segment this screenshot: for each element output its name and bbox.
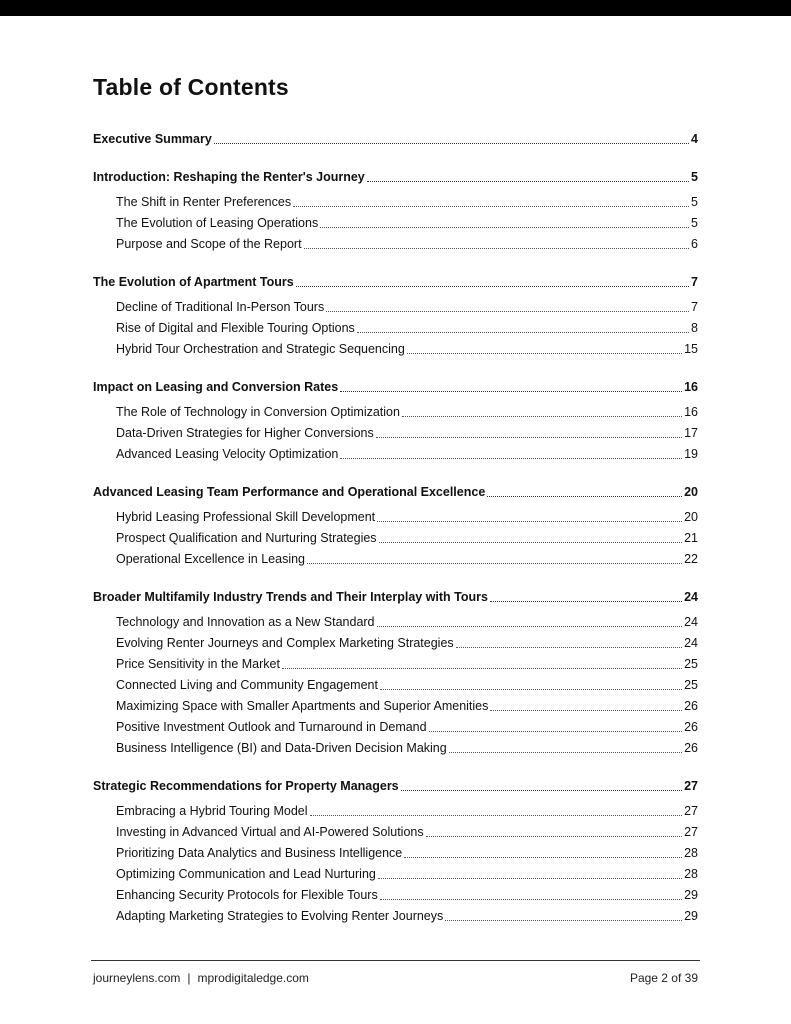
toc-entry-title: Business Intelligence (BI) and Data-Driven Decision Making xyxy=(116,741,447,755)
toc-entry[interactable] xyxy=(93,297,698,318)
toc-leader-dots xyxy=(310,814,683,816)
toc-page-number: 22 xyxy=(684,552,698,566)
toc-section-title: Broader Multifamily Industry Trends and Their Interplay with Tours xyxy=(93,590,488,604)
toc-leader-dots xyxy=(376,436,682,438)
toc-entry-title: Rise of Digital and Flexible Touring Options xyxy=(116,321,355,335)
toc-leader-dots xyxy=(404,856,682,858)
page-title: Table of Contents xyxy=(93,74,289,100)
toc-entry-title: Investing in Advanced Virtual and AI-Powered Solutions xyxy=(116,825,424,839)
toc-entry-title: Optimizing Communication and Lead Nurturing xyxy=(116,867,376,881)
toc-section xyxy=(93,166,698,255)
toc-page-number: 20 xyxy=(684,510,698,524)
toc-entry-title: Hybrid Leasing Professional Skill Development xyxy=(116,510,376,524)
toc-page-number: 27 xyxy=(684,804,698,818)
toc-page-number: 26 xyxy=(684,741,698,755)
toc-entry[interactable] xyxy=(93,549,698,570)
toc-entry-title: Evolving Renter Journeys and Complex Marketing Strategies xyxy=(116,636,454,650)
toc-section xyxy=(93,128,698,150)
toc-entry[interactable] xyxy=(93,528,698,549)
footer-divider xyxy=(91,960,700,961)
toc-section-title: Strategic Recommendations for Property Managers xyxy=(93,779,399,793)
toc-section-heading[interactable] xyxy=(93,481,698,503)
toc-section-heading[interactable] xyxy=(93,271,698,293)
toc-page-number: 5 xyxy=(691,195,698,209)
toc-entry-title: The Role of Technology in Conversion Optimization xyxy=(116,405,400,419)
toc-entry[interactable] xyxy=(93,822,698,843)
toc-leader-dots xyxy=(445,919,682,921)
toc-entry[interactable] xyxy=(93,738,698,759)
toc-page-number: 7 xyxy=(691,275,698,289)
toc-entry[interactable] xyxy=(93,843,698,864)
toc-leader-dots xyxy=(490,600,682,602)
toc-leader-dots xyxy=(426,835,682,837)
toc-section xyxy=(93,481,698,570)
toc-entry[interactable] xyxy=(93,864,698,885)
toc-leader-dots xyxy=(340,390,682,392)
toc-page-number: 29 xyxy=(684,909,698,923)
toc-page-number: 6 xyxy=(691,237,698,251)
toc-entry[interactable] xyxy=(93,885,698,906)
toc-leader-dots xyxy=(429,730,683,732)
toc-entry[interactable] xyxy=(93,906,698,927)
toc-entry-title: Positive Investment Outlook and Turnaround in Demand xyxy=(116,720,427,734)
toc-entry[interactable] xyxy=(93,192,698,213)
footer-separator: | xyxy=(187,971,191,985)
toc-leader-dots xyxy=(378,877,682,879)
toc-entry[interactable] xyxy=(93,633,698,654)
toc-entry[interactable] xyxy=(93,696,698,717)
toc-entry[interactable] xyxy=(93,423,698,444)
footer-site-link-mprodigitaledge[interactable]: mprodigitaledge.com xyxy=(197,971,309,985)
toc-leader-dots xyxy=(401,789,682,791)
toc-page-number: 20 xyxy=(684,485,698,499)
toc-section xyxy=(93,775,698,927)
toc-section-title: The Evolution of Apartment Tours xyxy=(93,275,294,289)
toc-entry-title: The Evolution of Leasing Operations xyxy=(116,216,319,230)
toc-leader-dots xyxy=(377,625,683,627)
toc-section xyxy=(93,271,698,360)
toc-entry-title: Enhancing Security Protocols for Flexible Tours xyxy=(116,888,378,902)
toc-section-title: Impact on Leasing and Conversion Rates xyxy=(93,380,339,394)
toc-entry-title: Prospect Qualification and Nurturing Strategies xyxy=(116,531,377,545)
toc-leader-dots xyxy=(282,667,682,669)
toc-leader-dots xyxy=(340,457,682,459)
toc-page-number: 28 xyxy=(684,867,698,881)
toc-leader-dots xyxy=(357,331,689,333)
toc-page-number: 27 xyxy=(684,825,698,839)
toc-page-number: 7 xyxy=(691,300,698,314)
toc-leader-dots xyxy=(377,520,682,522)
page-number-label: Page 2 of 39 xyxy=(629,971,698,985)
toc-leader-dots xyxy=(367,180,689,182)
toc-page-number: 28 xyxy=(684,846,698,860)
toc-entry[interactable] xyxy=(93,612,698,633)
toc-page-number: 29 xyxy=(684,888,698,902)
toc-entry[interactable] xyxy=(93,318,698,339)
toc-entry[interactable] xyxy=(93,444,698,465)
toc-leader-dots xyxy=(320,226,689,228)
page-footer xyxy=(93,971,698,985)
toc-entry[interactable] xyxy=(93,339,698,360)
toc-section-title: Introduction: Reshaping the Renter's Journey xyxy=(93,170,365,184)
toc-entry-title: Prioritizing Data Analytics and Business Intelligence xyxy=(116,846,403,860)
toc-page-number: 16 xyxy=(684,380,698,394)
toc-leader-dots xyxy=(307,562,682,564)
toc-entry-title: Maximizing Space with Smaller Apartments and Superior Amenities xyxy=(116,699,489,713)
toc-page-number: 17 xyxy=(684,426,698,440)
toc-page-number: 5 xyxy=(691,216,698,230)
toc-entry[interactable] xyxy=(93,717,698,738)
toc-entry[interactable] xyxy=(93,234,698,255)
document-page xyxy=(0,16,791,1024)
toc-entry-title: Data-Driven Strategies for Higher Conversions xyxy=(116,426,374,440)
toc-section-title: Executive Summary xyxy=(93,132,212,146)
toc-section-heading[interactable] xyxy=(93,376,698,398)
toc-section-heading[interactable] xyxy=(93,166,698,188)
toc-leader-dots xyxy=(214,142,689,144)
toc-entry-title: The Shift in Renter Preferences xyxy=(116,195,292,209)
toc-section-heading[interactable] xyxy=(93,586,698,608)
toc-entry-title: Advanced Leasing Velocity Optimization xyxy=(116,447,339,461)
toc-leader-dots xyxy=(380,898,682,900)
toc-leader-dots xyxy=(293,205,689,207)
toc-page-number: 26 xyxy=(684,699,698,713)
toc-leader-dots xyxy=(379,541,683,543)
toc-leader-dots xyxy=(380,688,682,690)
toc-page-number: 24 xyxy=(684,636,698,650)
toc-page-number: 25 xyxy=(684,678,698,692)
toc-entry-title: Adapting Marketing Strategies to Evolving Renter Journeys xyxy=(116,909,444,923)
toc-entry-title: Connected Living and Community Engagement xyxy=(116,678,378,692)
toc-entry[interactable] xyxy=(93,507,698,528)
toc-leader-dots xyxy=(296,285,689,287)
toc-section-heading[interactable] xyxy=(93,775,698,797)
footer-site-link-journeylens[interactable]: journeylens.com xyxy=(93,971,181,985)
toc-entry-title: Hybrid Tour Orchestration and Strategic Sequencing xyxy=(116,342,405,356)
toc-section-title: Advanced Leasing Team Performance and Operational Excellence xyxy=(93,485,486,499)
toc-leader-dots xyxy=(326,310,689,312)
toc-leader-dots xyxy=(490,709,682,711)
toc-page-number: 26 xyxy=(684,720,698,734)
toc-entry[interactable] xyxy=(93,654,698,675)
toc-entry[interactable] xyxy=(93,675,698,696)
toc-page-number: 5 xyxy=(691,170,698,184)
toc-section-heading[interactable] xyxy=(93,128,698,150)
footer-links xyxy=(93,971,309,985)
toc-entry-title: Decline of Traditional In-Person Tours xyxy=(116,300,325,314)
toc-page-number: 8 xyxy=(691,321,698,335)
toc-page-number: 27 xyxy=(684,779,698,793)
toc-entry-title: Purpose and Scope of the Report xyxy=(116,237,302,251)
toc-page-number: 15 xyxy=(684,342,698,356)
toc-page-number: 24 xyxy=(684,615,698,629)
toc-leader-dots xyxy=(487,495,682,497)
top-black-bar xyxy=(0,0,791,16)
toc-leader-dots xyxy=(304,247,690,249)
toc-leader-dots xyxy=(402,415,682,417)
toc-leader-dots xyxy=(449,751,682,753)
toc-entry-title: Technology and Innovation as a New Standard xyxy=(116,615,375,629)
toc-section xyxy=(93,376,698,465)
toc-entry-title: Price Sensitivity in the Market xyxy=(116,657,280,671)
toc-entry-title: Embracing a Hybrid Touring Model xyxy=(116,804,308,818)
toc-leader-dots xyxy=(456,646,682,648)
toc-entry[interactable] xyxy=(93,213,698,234)
toc-page-number: 19 xyxy=(684,447,698,461)
toc-entry[interactable] xyxy=(93,801,698,822)
toc-page-number: 21 xyxy=(684,531,698,545)
toc-page-number: 4 xyxy=(691,132,698,146)
toc-section xyxy=(93,586,698,759)
table-of-contents xyxy=(93,128,698,943)
toc-entry-title: Operational Excellence in Leasing xyxy=(116,552,306,566)
toc-leader-dots xyxy=(407,352,682,354)
toc-page-number: 24 xyxy=(684,590,698,604)
toc-page-number: 25 xyxy=(684,657,698,671)
toc-entry[interactable] xyxy=(93,402,698,423)
toc-page-number: 16 xyxy=(684,405,698,419)
